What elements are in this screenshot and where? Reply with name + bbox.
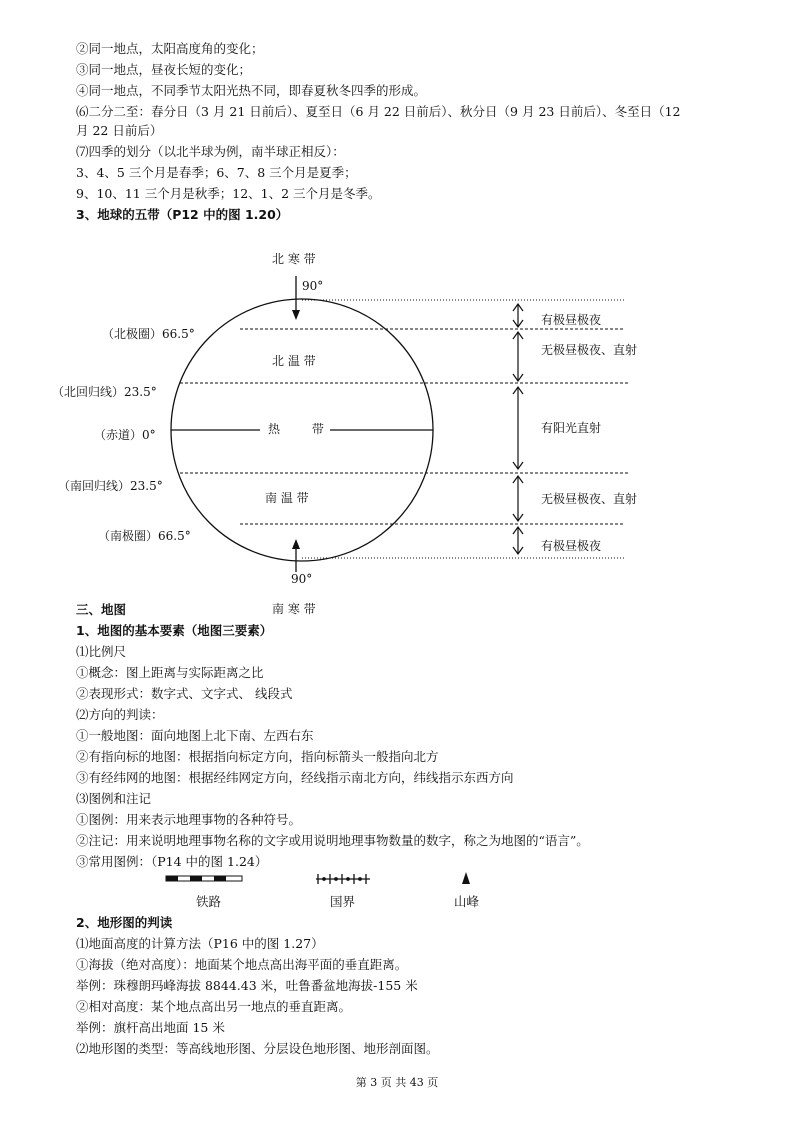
text-line: ③常用图例：（P14 中的图 1.24）: [76, 854, 268, 869]
label-equator: （赤道）0°: [94, 428, 156, 442]
label-north-temperate: 北 温 带: [272, 354, 316, 368]
legend-railway-label: 铁路: [196, 894, 222, 909]
label-arctic: （北极圈）66.5°: [102, 327, 195, 341]
border-symbol-icon: [316, 874, 370, 884]
text-line: ②有指向标的地图：根据指向标定方向，指向标箭头一般指向北方: [76, 749, 439, 764]
double-arrow-icon: [513, 476, 523, 521]
label-capricorn: （南回归线）23.5°: [58, 479, 163, 493]
double-arrow-icon: [513, 304, 523, 327]
label-bottom-angle: 90°: [291, 572, 313, 586]
text-line: ④同一地点，不同季节太阳光热不同，即春夏秋冬四季的形成。: [76, 83, 427, 98]
legend-border-label: 国界: [330, 894, 356, 909]
page-footer: 第 3 页 共 43 页: [355, 1076, 439, 1089]
railway-symbol-icon: [166, 876, 242, 881]
label-antarctic: （南极圈）66.5°: [98, 529, 191, 543]
section-heading: 1、地图的基本要素（地图三要素）: [76, 623, 273, 638]
text-line: ②注记：用来说明地理事物名称的文字或用说明地理事物数量的数字，称之为地图的“语言”。: [76, 833, 589, 848]
section-heading: 3、地球的五带（P12 中的图 1.20）: [76, 207, 289, 222]
text-line: ①海拔（绝对高度）：地面某个地点高出海平面的垂直距离。: [76, 957, 408, 972]
text-line: ①一般地图：面向地图上北下南、左西右东: [76, 728, 314, 743]
label-right-1: 有极昼极夜: [541, 313, 602, 327]
text-line: ⑹二分二至：春分日（3 月 21 日前后）、夏至日（6 月 22 日前后）、秋分日（9 月 23 日前后）、冬至日（12: [76, 104, 681, 119]
arrow-down-icon: [292, 310, 300, 320]
peak-symbol-icon: [462, 872, 470, 884]
text-line: ⑵方向的判读：: [76, 707, 164, 722]
text-line: ①概念：图上距离与实际距离之比: [76, 665, 264, 680]
text-line: ②表现形式：数字式、文字式、 线段式: [76, 686, 293, 701]
label-cancer: （北回归线）23.5°: [52, 385, 157, 399]
text-line: ⑴地面高度的计算方法（P16 中的图 1.27）: [76, 936, 324, 951]
text-line: ⑴比例尺: [76, 644, 127, 659]
legend-peak-label: 山峰: [454, 894, 480, 909]
map-legend-symbols: [0, 868, 794, 892]
text-line: 举例：旗杆高出地面 15 米: [76, 1020, 225, 1035]
text-line: ①图例：用来表示地理事物的各种符号。: [76, 812, 302, 827]
label-right-2: 无极昼极夜、直射: [541, 343, 638, 357]
text-line: 3、4、5 三个月是春季；6、7、8 三个月是夏季；: [76, 165, 357, 180]
text-line: ③同一地点，昼夜长短的变化；: [76, 62, 252, 77]
double-arrow-icon: [513, 332, 523, 381]
label-south-temperate: 南 温 带: [265, 491, 309, 505]
label-north-frigid: 北 寒 带: [272, 252, 316, 266]
text-line: ⑺四季的划分（以北半球为例，南半球正相反）：: [76, 144, 345, 159]
text-line: 月 22 日前后）: [76, 123, 163, 138]
section-heading: 三、地图: [76, 602, 127, 617]
text-line: ②相对高度：某个地点高出另一地点的垂直距离。: [76, 999, 352, 1014]
section-heading: 2、地形图的判读: [76, 915, 173, 930]
label-right-4: 无极昼极夜、直射: [541, 492, 638, 506]
text-line: 9、10、11 三个月是秋季；12、1、2 三个月是冬季。: [76, 186, 381, 201]
text-line: ②同一地点，太阳高度角的变化；: [76, 41, 264, 56]
label-right-5: 有极昼极夜: [541, 539, 602, 553]
text-line: ③有经纬网的地图：根据经纬网定方向，经线指示南北方向，纬线指示东西方向: [76, 770, 514, 785]
text-line: ⑵地形图的类型：等高线地形图、分层设色地形图、地形剖面图。: [76, 1041, 439, 1056]
arrow-up-icon: [292, 539, 300, 549]
double-arrow-icon: [513, 527, 523, 554]
text-line: ⑶图例和注记: [76, 791, 152, 806]
double-arrow-icon: [513, 387, 523, 469]
label-south-frigid: 南 寒 带: [272, 602, 316, 616]
label-right-3: 有阳光直射: [541, 421, 602, 435]
text-line: 举例：珠穆朗玛峰海拔 8844.43 米，吐鲁番盆地海拔-155 米: [76, 978, 418, 993]
label-tropical: 热 带: [268, 422, 338, 436]
label-top-angle: 90°: [302, 279, 324, 293]
